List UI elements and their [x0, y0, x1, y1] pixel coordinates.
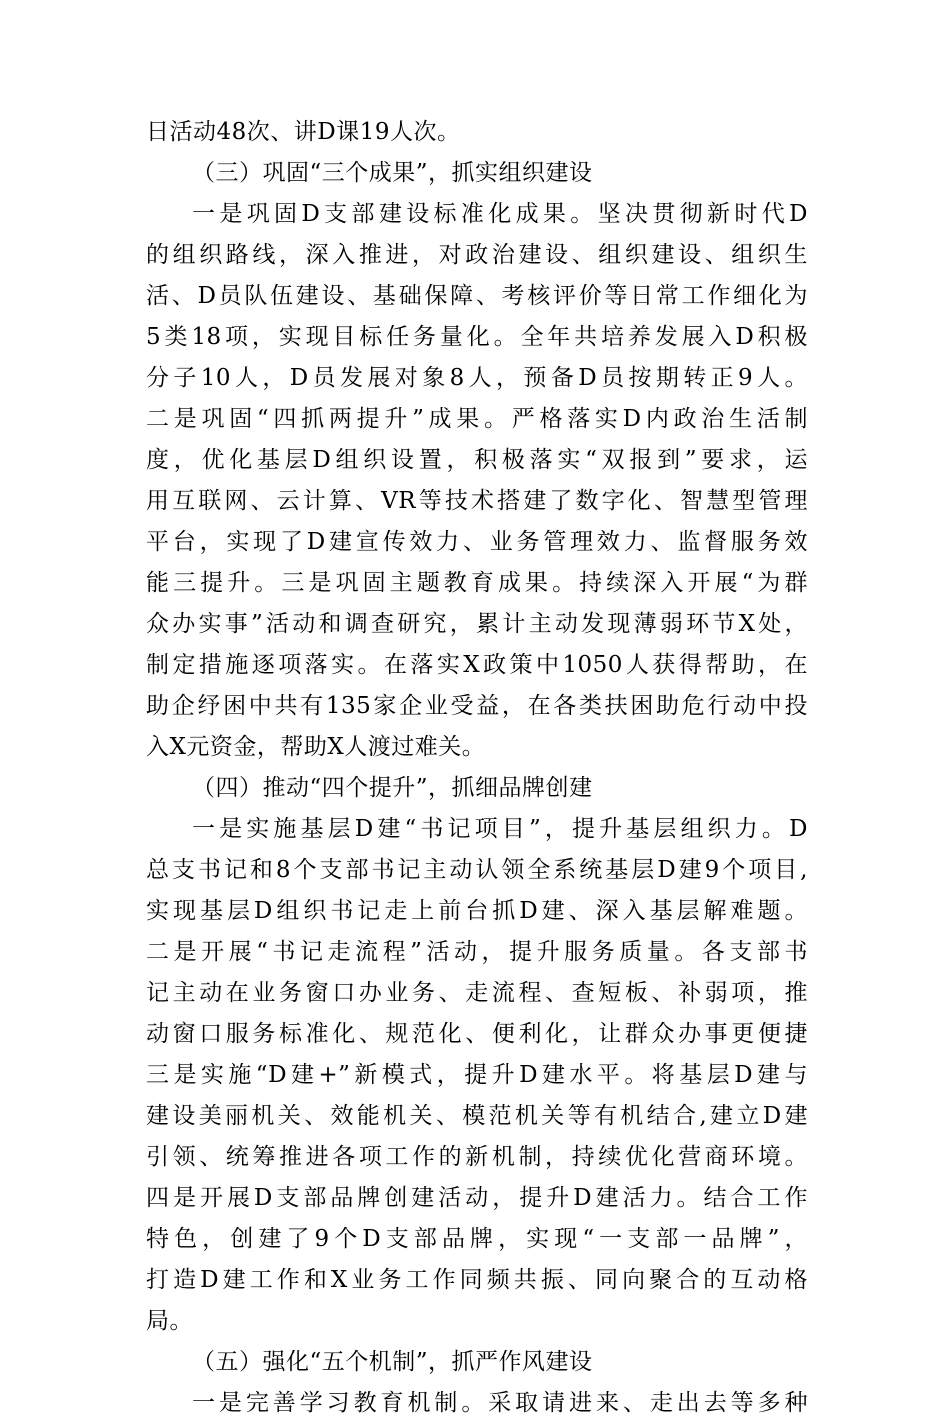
text-line: 特色，创建了9个D支部品牌，实现“一支部一品牌”， — [146, 1226, 808, 1252]
text-line: 记主动在业务窗口办业务、走流程、查短板、补弱项，推 — [146, 980, 808, 1006]
section-heading: （三）巩固“三个成果”，抓实组织建设 — [192, 160, 593, 186]
text-line: 实现基层D组织书记走上前台抓D建、深入基层解难题。 — [146, 898, 808, 924]
text-line: 局。 — [146, 1308, 193, 1334]
text-line: 日活动48次、讲D课19人次。 — [146, 119, 461, 145]
text-line: 5类18项，实现目标任务量化。全年共培养发展入D积极 — [146, 324, 808, 350]
text-line: 度，优化基层D组织设置，积极落实“双报到”要求，运 — [146, 447, 808, 473]
text-line: 入X元资金，帮助X人渡过难关。 — [146, 734, 486, 760]
text-line: 分子10人，D员发展对象8人，预备D员按期转正9人。 — [146, 365, 808, 391]
text-line: 引领、统筹推进各项工作的新机制，持续优化营商环境。 — [146, 1144, 808, 1170]
text-line: 众办实事”活动和调查研究，累计主动发现薄弱环节X处， — [146, 611, 808, 637]
text-line: 的组织路线，深入推进，对政治建设、组织建设、组织生 — [146, 242, 808, 268]
text-line: 一是实施基层D建“书记项目”，提升基层组织力。D — [192, 816, 808, 842]
text-line: 能三提升。三是巩固主题教育成果。持续深入开展“为群 — [146, 570, 808, 596]
text-line: 助企纾困中共有135家企业受益，在各类扶困助危行动中投 — [146, 693, 808, 719]
text-line: 打造D建工作和X业务工作同频共振、同向聚合的互动格 — [146, 1267, 808, 1293]
section-heading: （四）推动“四个提升”，抓细品牌创建 — [192, 775, 593, 801]
text-line: 动窗口服务标准化、规范化、便利化，让群众办事更便捷 — [146, 1021, 808, 1047]
document-body — [146, 112, 808, 1424]
text-line: 平台，实现了D建宣传效力、业务管理效力、监督服务效 — [146, 529, 808, 555]
text-line: 三是实施“D建+”新模式，提升D建水平。将基层D建与 — [146, 1062, 808, 1088]
text-line: 活、D员队伍建设、基础保障、考核评价等日常工作细化为 — [146, 283, 808, 309]
text-line: 四是开展D支部品牌创建活动，提升D建活力。结合工作 — [146, 1185, 808, 1211]
text-line: 一是完善学习教育机制。采取请进来、走出去等多种 — [192, 1390, 808, 1416]
text-line: 二是巩固“四抓两提升”成果。严格落实D内政治生活制 — [146, 406, 808, 432]
text-line: 用互联网、云计算、VR等技术搭建了数字化、智慧型管理 — [146, 488, 808, 514]
text-line: 制定措施逐项落实。在落实X政策中1050人获得帮助，在 — [146, 652, 808, 678]
text-line: 总支书记和8个支部书记主动认领全系统基层D建9个项目, — [146, 857, 808, 883]
section-heading: （五）强化“五个机制”，抓严作风建设 — [192, 1349, 593, 1375]
text-line: 一是巩固D支部建设标准化成果。坚决贯彻新时代D — [192, 201, 808, 227]
text-line: 二是开展“书记走流程”活动，提升服务质量。各支部书 — [146, 939, 808, 965]
text-line: 建设美丽机关、效能机关、模范机关等有机结合,建立D建 — [146, 1103, 808, 1129]
